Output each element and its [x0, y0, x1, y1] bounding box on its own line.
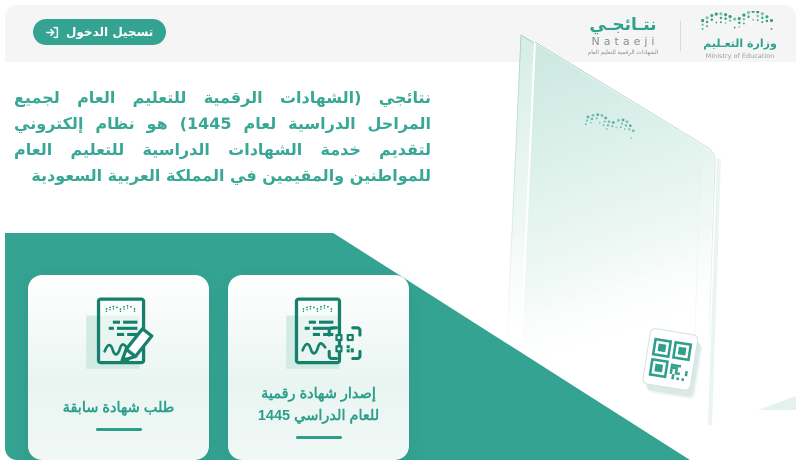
qr-code: [641, 328, 704, 400]
intro-paragraph: نتائجي (الشهادات الرقمية للتعليم العام لجميع المراحل الدراسية لعام 1445) هو نظام إلكتروني لتقديم خدمة الشهادات الدراسية للتعليم العام للمواطنين والمقيمين في المملكة العربية السعودية: [14, 88, 431, 185]
login-button-label: تسجيل الدخول: [66, 25, 154, 39]
nataeji-logo[interactable]: [577, 16, 669, 56]
logo-divider: [680, 21, 681, 51]
ministry-emblem-dots-icon: [701, 11, 779, 33]
header-logos: [577, 11, 788, 60]
page: [5, 5, 796, 460]
issue-digital-certificate-label: إصدار شهادة رقمية للعام الدراسي 1445: [257, 386, 380, 424]
card-underline: [296, 436, 342, 439]
issue-digital-certificate-card[interactable]: [228, 275, 409, 460]
login-button[interactable]: [33, 19, 166, 45]
nataeji-wordmark-arabic: نتـائجـي: [589, 14, 657, 35]
request-previous-certificate-card[interactable]: [28, 275, 209, 460]
nataeji-wordmark-latin: Nataeji: [591, 34, 659, 48]
nataeji-tagline: الشهادات الرقمية للتعليم العام: [587, 49, 659, 56]
ministry-name-arabic: وزارة التعـليم: [703, 37, 777, 50]
card-underline: [96, 428, 142, 431]
ministry-of-education-logo: [692, 11, 788, 60]
document-pencil-icon: [76, 293, 162, 379]
document-qr-icon: [276, 293, 362, 379]
ministry-name-english: Ministry of Education: [705, 52, 775, 60]
login-icon: [46, 26, 59, 39]
request-previous-certificate-label: طلب شهادة سابقة: [62, 400, 175, 416]
